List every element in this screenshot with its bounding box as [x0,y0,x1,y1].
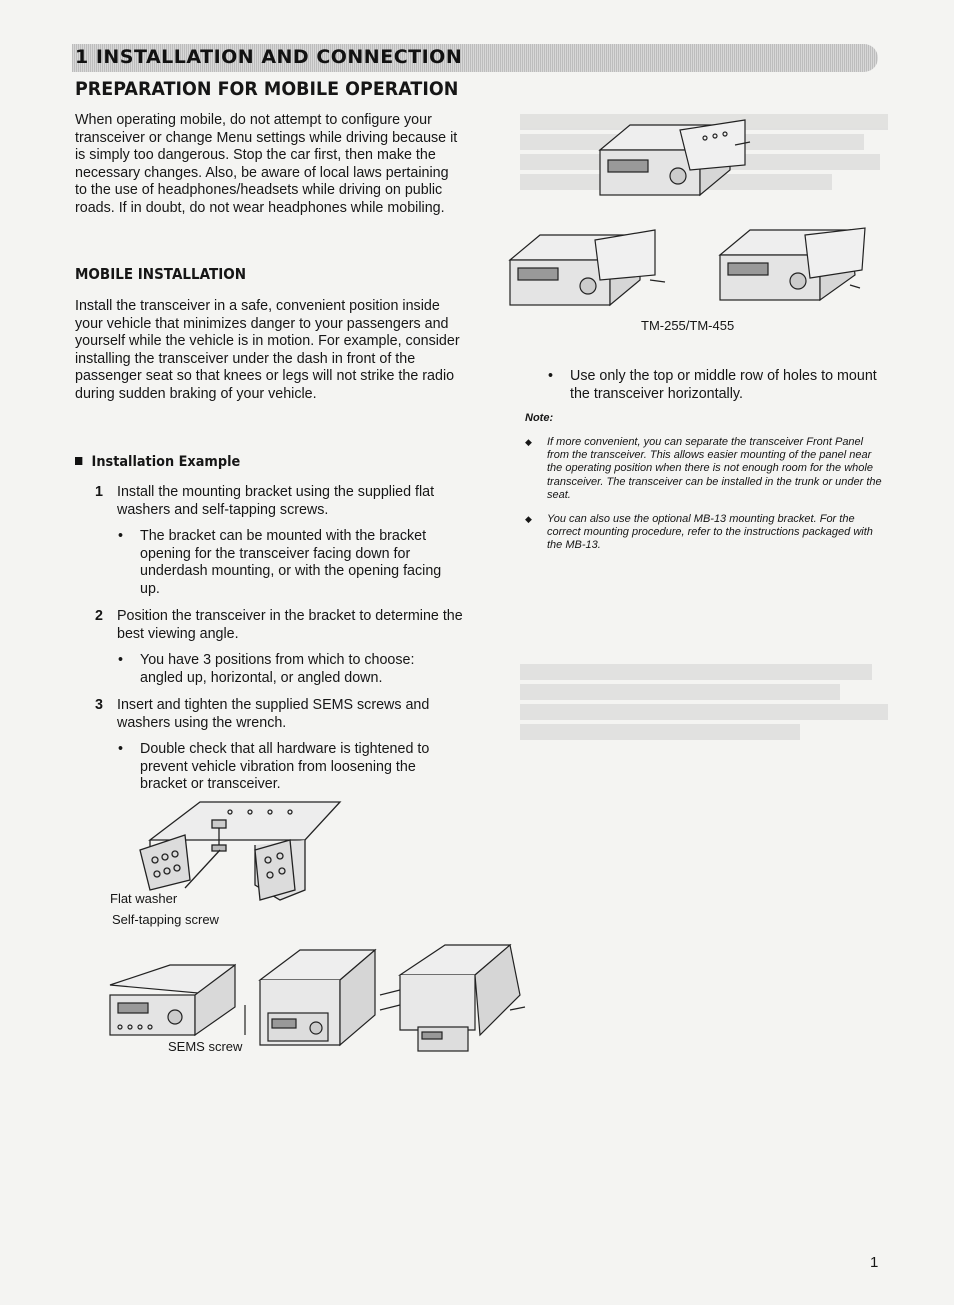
bullet-dot: • [118,528,124,544]
step-3-bullet [118,741,458,794]
horizontal-mount-illustration [500,110,870,320]
section-title: 1 INSTALLATION AND CONNECTION [75,46,463,68]
step-2 [95,608,465,643]
step-number: 3 [95,697,103,713]
note-item [525,436,885,502]
bullet-text: Use only the top or middle row of holes to mount the transceiver horizontally. [570,368,877,402]
bullet-dot: • [118,741,124,757]
step-3 [95,697,465,732]
note-text: If more convenient, you can separate the transceiver Front Panel from the transceiver. This allows easier mounting of the panel near the operating position when there is not enough room for the whole transceiver. The transceiver can be installed in the trunk or under the seat. [547,436,882,501]
step-2-bullet [118,652,458,687]
bullet-text: You have 3 positions from which to choose: angled up, horizontal, or angled down. [140,652,415,686]
flat-washer-label: Flat washer [110,891,178,906]
transceiver-positions-illustration [100,935,530,1060]
bullet-text: The bracket can be mounted with the bracket opening for the transceiver facing down for underdash mounting, or with the opening facing up. [140,528,442,597]
step-text: Install the mounting bracket using the supplied flat washers and self-tapping screws. [117,484,435,518]
mobile-installation-heading: MOBILE INSTALLATION [75,265,247,283]
step-1-bullet [118,528,458,598]
bullet-dot: • [548,368,554,384]
diamond-icon: ◆ [525,437,532,447]
installation-example-heading [75,454,240,470]
step-number: 2 [95,608,103,624]
mobile-installation-body: Install the transceiver in a safe, convenient position inside your vehicle that minimizes danger to your passengers and yourself while the vehicle is in motion. For example, consider installing the transceiver under the dash in front of the passenger seat so that knees or legs will not strike the radio during sudden braking of your vehicle. [75,298,460,402]
note-text: You can also use the optional MB-13 mounting bracket. For the correct mounting procedure, refer to the instructions packaged with the MB-13. [547,513,873,552]
bullet-text: Double check that all hardware is tightened to prevent vehicle vibration from loosening the bracket or transceiver. [140,741,430,793]
preparation-body: When operating mobile, do not attempt to configure your transceiver or change Menu settings while driving because it is simply too dangerous. Stop the car first, then make the necessary changes. Also, be aware of local laws pertaining to the use of headphones/headsets while driving on public roads. If in doubt, do not wear headphones while mobiling. [75,112,458,216]
model-label: TM-255/TM-455 [641,318,735,333]
page-number: 1 [870,1254,879,1271]
step-text: Insert and tighten the supplied SEMS screws and washers using the wrench. [117,697,430,731]
square-icon [75,457,82,465]
sems-screw-label: SEMS screw [168,1039,243,1054]
note-label: Note: [525,412,554,424]
right-bullet [548,368,878,403]
step-1 [95,484,465,519]
step-text: Position the transceiver in the bracket to determine the best viewing angle. [117,608,463,642]
show-through-texture-lower [520,660,920,744]
diamond-icon: ◆ [525,514,532,524]
self-tapping-screw-label: Self-tapping screw [112,912,219,927]
installation-example-label: Installation Example [91,454,241,470]
preparation-heading: PREPARATION FOR MOBILE OPERATION [75,78,459,100]
note-item [525,513,885,553]
step-number: 1 [95,484,103,500]
bullet-dot: • [118,652,124,668]
